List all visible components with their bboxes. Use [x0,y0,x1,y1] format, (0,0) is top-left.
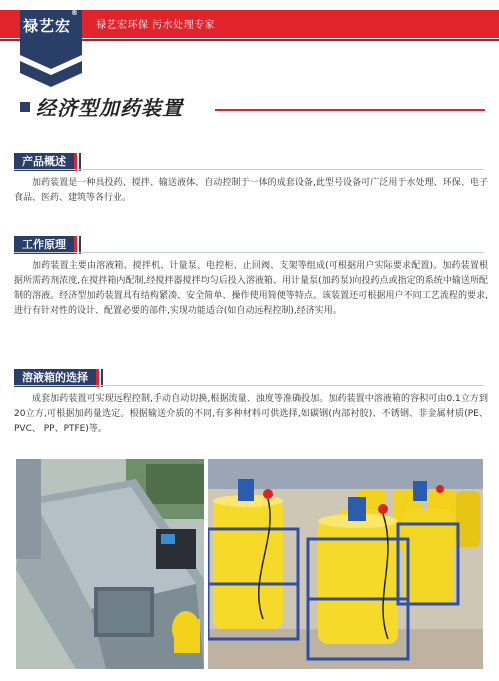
section-body-tank: 成套加药装置可实现远程控制,手动自动切换,根据流量、浊度等准确投加。加药装置中溶液箱的容积可由0.1立方到20立方,可根据加药量选定。根据输送介质的不同,有多种材料可供选择,如碳钢(内部衬胶)、不锈钢、非金属材质(PE、PVC、 PP、PTFE)等。 [14,394,488,434]
section-heading-tank [14,366,99,384]
section-heading-principle [14,233,77,251]
title-decoration [20,102,30,112]
section-rule [14,252,484,253]
section-label: 产品概述 [14,153,77,171]
section-body-principle: 加药装置主要由溶液箱、搅拌机、计量泵、电控柜、止回阀、支架等组成(可根据用户实际要求配置)。加药装置根据所需药剂浓度,在搅拌箱内配制,经搅拌器搅拌均匀后投入溶液箱、用计量泵(加药泵)向投药点或指定的系统中输送所配制的溶液。经济型加药装置具有结构紧凑、安全简单、操作使用简便等特点。该装置还可根据用户不同工艺流程的要求,进行有针对性的设计、配置必要的部件,实现功能适合(如自动远程控制),经济实用。 [14,261,488,316]
page-title-block [20,92,480,124]
section-label: 溶液箱的选择 [14,369,99,387]
section-body-overview: 加药装置是一种具投药、搅拌、输送液体、自动控制于一体的成套设备,此型号设备可广泛用于水处理、环保、电子食品、医药、建筑等各行业。 [14,178,488,203]
page-title: 经济型加药装置 [36,96,183,120]
logo-text: 禄艺宏 [22,17,71,35]
dosing-tanks-photo-illustration [208,459,483,669]
section-rule [14,169,484,170]
registered-mark: ® [71,9,79,17]
dosing-tanks-photo [208,459,483,669]
brand-logo [20,10,82,86]
section-rule [14,385,484,386]
logo-box [20,10,82,43]
installation-photo-illustration [16,459,204,669]
installation-photo [16,459,204,669]
section-label: 工作原理 [14,236,77,254]
title-rule [215,109,485,111]
header-tagline: 禄艺宏环保 污水处理专家 [96,20,216,31]
logo-chevron-icon [20,43,82,87]
section-heading-overview [14,150,77,168]
